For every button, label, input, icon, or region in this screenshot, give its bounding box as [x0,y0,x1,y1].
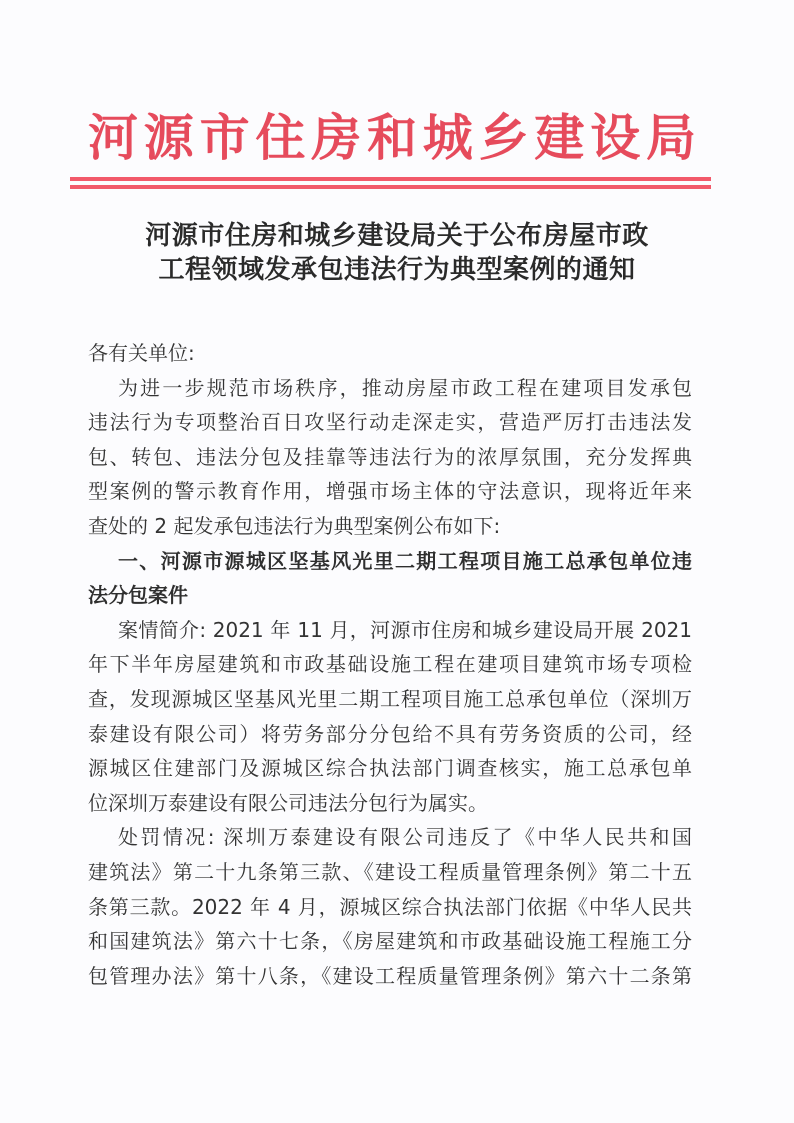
salutation: 各有关单位: [88,341,195,365]
letterhead-rule-top [70,177,711,181]
document-body [88,336,692,993]
paragraph-intro-line: 违法行为专项整治百日攻坚行动走深走实，营造严厉打击违法发 [88,410,692,435]
paragraph-intro-line: 包、转包、违法分包及挂靠等违法行为的浓厚氛围，充分发挥典 [88,444,692,469]
paragraph-intro-line: 型案例的警示教育作用，增强市场主体的守法意识，现将近年来 [88,479,692,504]
paragraph-intro-line: 查处的 2 起发承包违法行为典型案例公布如下: [88,513,501,538]
letterhead-rule-bottom [70,185,711,189]
paragraph-case-summary-line: 泰建设有限公司）将劳务部分分包给不具有劳务资质的公司，经 [88,721,692,746]
paragraph-case-summary-line: 年下半年房屋建筑和市政基础设施工程在建项目建筑市场专项检 [88,652,692,677]
paragraph-penalty-line: 包管理办法》第十八条，《建设工程质量管理条例》第六十二条第 [88,963,692,988]
paragraph-penalty-line: 和国建筑法》第六十七条，《房屋建筑和市政基础设施工程施工分 [88,929,692,954]
paragraph-case-summary-line: 位深圳万泰建设有限公司违法分包行为属实。 [88,790,488,815]
paragraph-penalty-line: 建筑法》第二十九条第三款、《建设工程质量管理条例》第二十五 [88,859,692,884]
document-title-line-2: 工程领域发承包违法行为典型案例的通知 [158,255,636,285]
paragraph-penalty-line: 处罚情况: 深圳万泰建设有限公司违反了《中华人民共和国 [118,825,692,850]
paragraph-case-summary-line: 案情简介: 2021 年 11 月，河源市住房和城乡建设局开展 2021 [118,617,692,642]
section-heading-case-1: 法分包案件 [88,583,188,608]
document-title [60,219,734,287]
paragraph-case-summary-line: 查，发现源城区坚基风光里二期工程项目施工总承包单位（深圳万 [88,686,692,711]
section-heading-case-1: 一、河源市源城区坚基风光里二期工程项目施工总承包单位违 [118,548,692,573]
paragraph-intro-line: 为进一步规范市场秩序，推动房屋市政工程在建项目发承包 [118,375,692,400]
document-title-line-1: 河源市住房和城乡建设局关于公布房屋市政 [145,221,649,251]
paragraph-penalty-line: 条第三款。2022 年 4 月，源城区综合执法部门依据《中华人民共 [88,894,692,919]
paragraph-case-summary-line: 源城区住建部门及源城区综合执法部门调查核实，施工总承包单 [88,756,692,781]
letterhead-org-name: 河源市住房和城乡建设局 [88,108,698,167]
